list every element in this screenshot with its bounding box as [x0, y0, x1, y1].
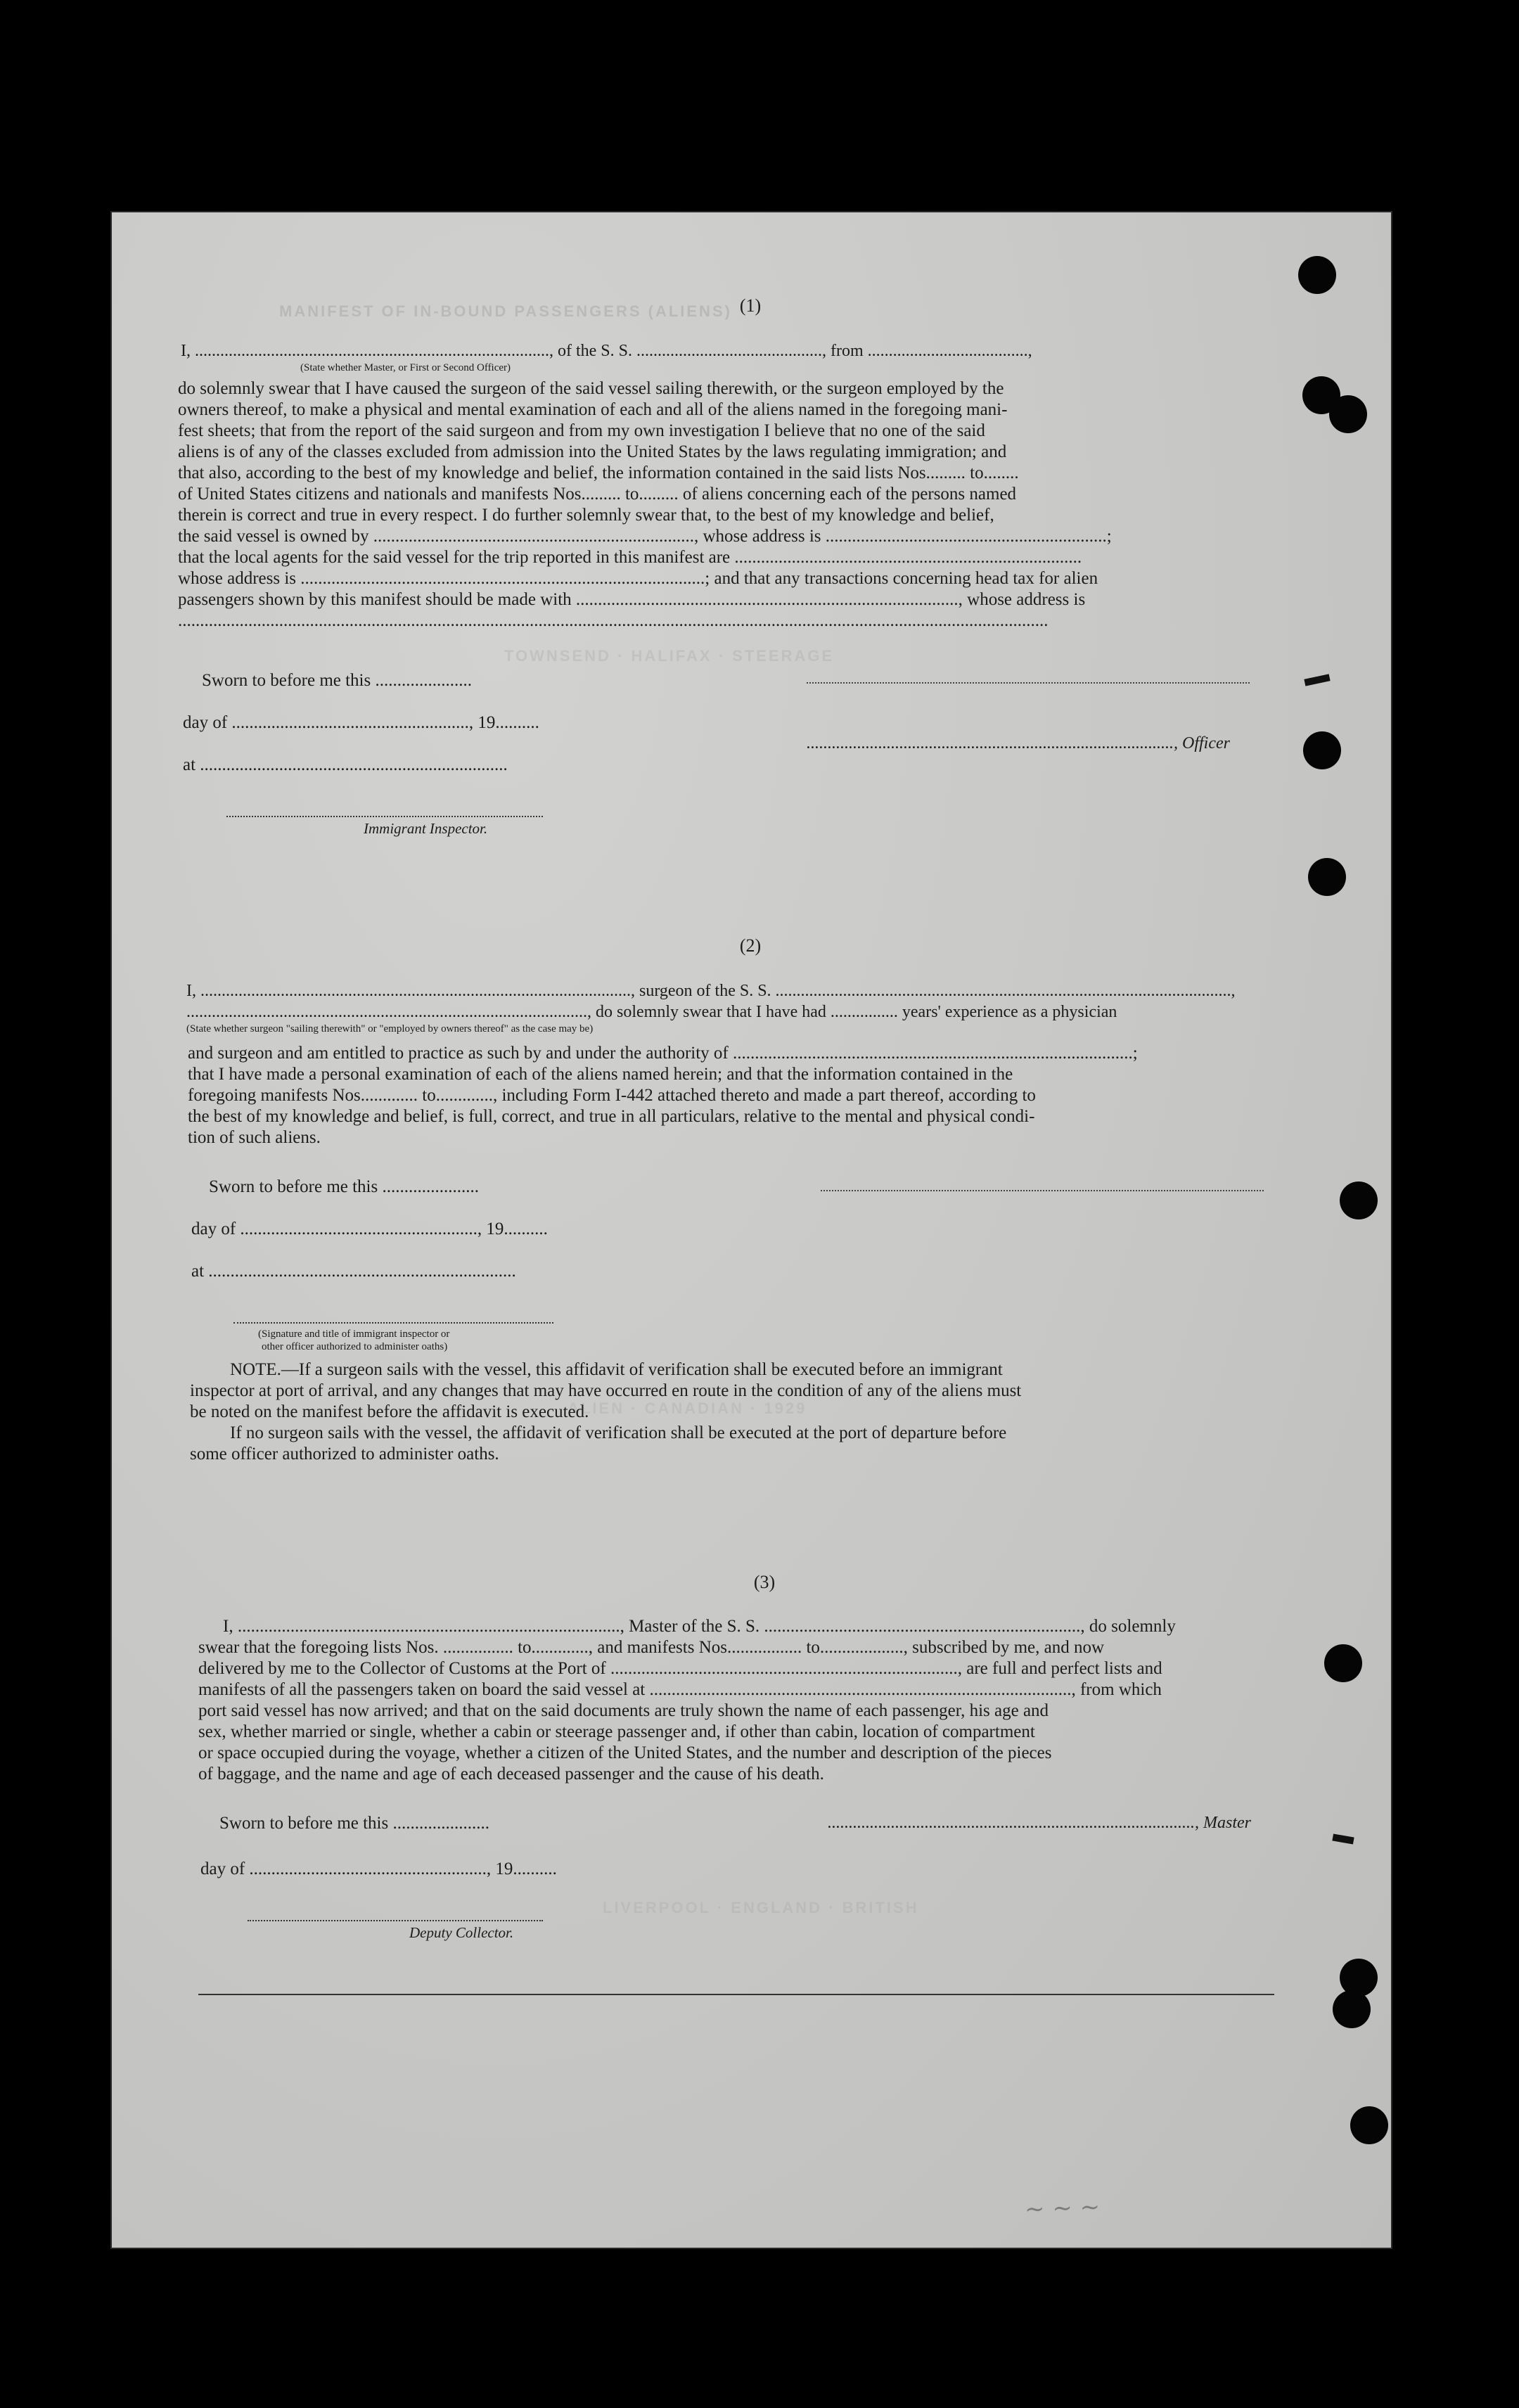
- note-line: some officer authorized to administer oaths.: [190, 1445, 499, 1464]
- punch-hole: [1308, 858, 1346, 896]
- section-1-at: at ......................................................................: [183, 755, 508, 774]
- body-line: of United States citizens and nationals and manifests Nos......... to......... of aliens concerning each of the persons named: [178, 485, 1017, 504]
- master-signature: ......................................................................................., Master: [828, 1814, 1251, 1832]
- section-3-sworn: Sworn to before me this ......................: [219, 1814, 489, 1833]
- section-1-sworn: Sworn to before me this ......................: [202, 671, 472, 690]
- section-1-number: (1): [739, 295, 762, 316]
- section-1-first-line: I, ...................................................................................., of the S. S. ............................................, from ......................................,: [181, 342, 1032, 360]
- section-3-number: (3): [753, 1572, 776, 1592]
- punch-hole: [1324, 1644, 1362, 1682]
- section-2-second-line: ..............................................................................................., do solemnly swear that I have had ................ years' experience as a physician: [186, 1003, 1117, 1021]
- note-line: be noted on the manifest before the affidavit is executed.: [190, 1402, 589, 1421]
- note-line: NOTE.—If a surgeon sails with the vessel, this affidavit of verification shall be executed before an immigrant: [230, 1360, 1003, 1379]
- body-line: swear that the foregoing lists Nos. ................ to............., and manifests Nos................. to..................., subscribed by me, and now: [198, 1638, 1105, 1657]
- body-line: delivered by me to the Collector of Customs at the Port of ..............................................................................., are full and perfect lists and: [198, 1659, 1162, 1678]
- body-line: I, ......................................................................................., Master of the S. S. ........................................................................, do solemnly: [223, 1617, 1176, 1636]
- body-line: tion of such aliens.: [188, 1128, 321, 1147]
- punch-hole: [1340, 1181, 1378, 1219]
- body-line: therein is correct and true in every respect. I do further solemnly swear that, to the best of my knowledge and belief,: [178, 506, 994, 525]
- signature-note: other officer authorized to administer oaths): [262, 1341, 448, 1352]
- signature-note: (Signature and title of immigrant inspector or: [258, 1328, 450, 1340]
- body-line: or space occupied during the voyage, whether a citizen of the United States, and the number and description of the pieces: [198, 1743, 1052, 1762]
- note-line: inspector at port of arrival, and any changes that may have occurred en route in the condition of any of the aliens must: [190, 1381, 1022, 1400]
- body-line: aliens is of any of the classes excluded from admission into the United States by the laws regulating immigration; and: [178, 442, 1007, 461]
- section-1-dotted-line: [807, 682, 1250, 685]
- body-line: whose address is ............................................................................................; and that any transactions concerning head tax for alien: [178, 569, 1098, 588]
- body-line: owners thereof, to make a physical and mental examination of each and all of the aliens named in the foregoing mani-: [178, 400, 1008, 419]
- bottom-rule: [198, 1994, 1274, 1995]
- section-2-number: (2): [739, 935, 762, 956]
- note-line: If no surgeon sails with the vessel, the affidavit of verification shall be executed at the port of departure before: [230, 1423, 1007, 1442]
- inspector-signature-line: [226, 816, 543, 819]
- officer-signature: ......................................................................................., Officer: [807, 734, 1230, 752]
- punch-hole: [1329, 395, 1367, 433]
- body-line: manifests of all the passengers taken on board the said vessel at ................................................................................................, from which: [198, 1680, 1162, 1699]
- bleed-through-text: ALIEN · CANADIAN · 1929: [568, 1400, 807, 1417]
- section-2-at: at ......................................................................: [191, 1262, 516, 1281]
- punch-hole: [1333, 1990, 1371, 2028]
- body-line: of baggage, and the name and age of each deceased passenger and the cause of his death.: [198, 1765, 824, 1783]
- section-2-signature-line: [821, 1190, 1264, 1193]
- bleed-through-text: LIVERPOOL · ENGLAND · BRITISH: [603, 1899, 919, 1916]
- body-line: foregoing manifests Nos............. to............., including Form I-442 attached thereto and made a part thereof, according to: [188, 1086, 1036, 1105]
- section-1-day: day of ......................................................, 19..........: [183, 713, 539, 732]
- punch-hole: [1298, 256, 1336, 294]
- punch-hole: [1350, 2106, 1388, 2144]
- bleed-through-text: TOWNSEND · HALIFAX · STEERAGE: [504, 647, 835, 665]
- body-line: the said vessel is owned by ........................................................................., whose address is ................................................................;: [178, 527, 1112, 546]
- form-page: [110, 211, 1392, 2249]
- collector-signature-line: [248, 1920, 543, 1923]
- body-line: ......................................................................................................................................................................................................: [178, 611, 1049, 630]
- section-2-sworn: Sworn to before me this ......................: [209, 1177, 479, 1196]
- section-2-first-line: I, ......................................................................................................, surgeon of the S. S. ............................................................................................................,: [186, 982, 1236, 1000]
- inspector-signature-line: [233, 1322, 553, 1325]
- section-2-day: day of ......................................................, 19..........: [191, 1219, 548, 1238]
- body-line: that I have made a personal examination of each of the aliens named herein; and that the information contained in the: [188, 1065, 1013, 1084]
- body-line: and surgeon and am entitled to practice as such by and under the authority of ...........................................................................................;: [188, 1044, 1138, 1063]
- header-stamp: MANIFEST OF IN-BOUND PASSENGERS (ALIENS): [279, 302, 732, 320]
- section-1-officer-note: (State whether Master, or First or Second Officer): [300, 362, 511, 373]
- body-line: passengers shown by this manifest should be made with ......................................................................................., whose address is: [178, 590, 1086, 609]
- body-line: that the local agents for the said vessel for the trip reported in this manifest are ...............................................................................: [178, 548, 1082, 567]
- handwritten-scribble: ~ ~ ~: [1024, 2193, 1101, 2224]
- section-3-day: day of ......................................................, 19..........: [200, 1859, 557, 1878]
- body-line: port said vessel has now arrived; and that on the said documents are truly shown the name of each passenger, his age and: [198, 1701, 1049, 1720]
- body-line: the best of my knowledge and belief, is full, correct, and true in all particulars, relative to the mental and physical condi-: [188, 1107, 1035, 1126]
- body-line: fest sheets; that from the report of the said surgeon and from my own investigation I believe that no one of the said: [178, 421, 985, 440]
- body-line: sex, whether married or single, whether a cabin or steerage passenger and, if other than cabin, location of compartment: [198, 1722, 1035, 1741]
- body-line: do solemnly swear that I have caused the surgeon of the said vessel sailing therewith, or the surgeon employed by the: [178, 379, 1004, 398]
- body-line: that also, according to the best of my knowledge and belief, the information contained in the said lists Nos......... to........: [178, 463, 1019, 482]
- collector-label: Deputy Collector.: [409, 1924, 514, 1941]
- section-2-surgeon-note: (State whether surgeon "sailing therewith" or "employed by owners thereof" as the case may be): [186, 1023, 594, 1035]
- punch-hole: [1303, 731, 1341, 769]
- inspector-label: Immigrant Inspector.: [364, 820, 488, 837]
